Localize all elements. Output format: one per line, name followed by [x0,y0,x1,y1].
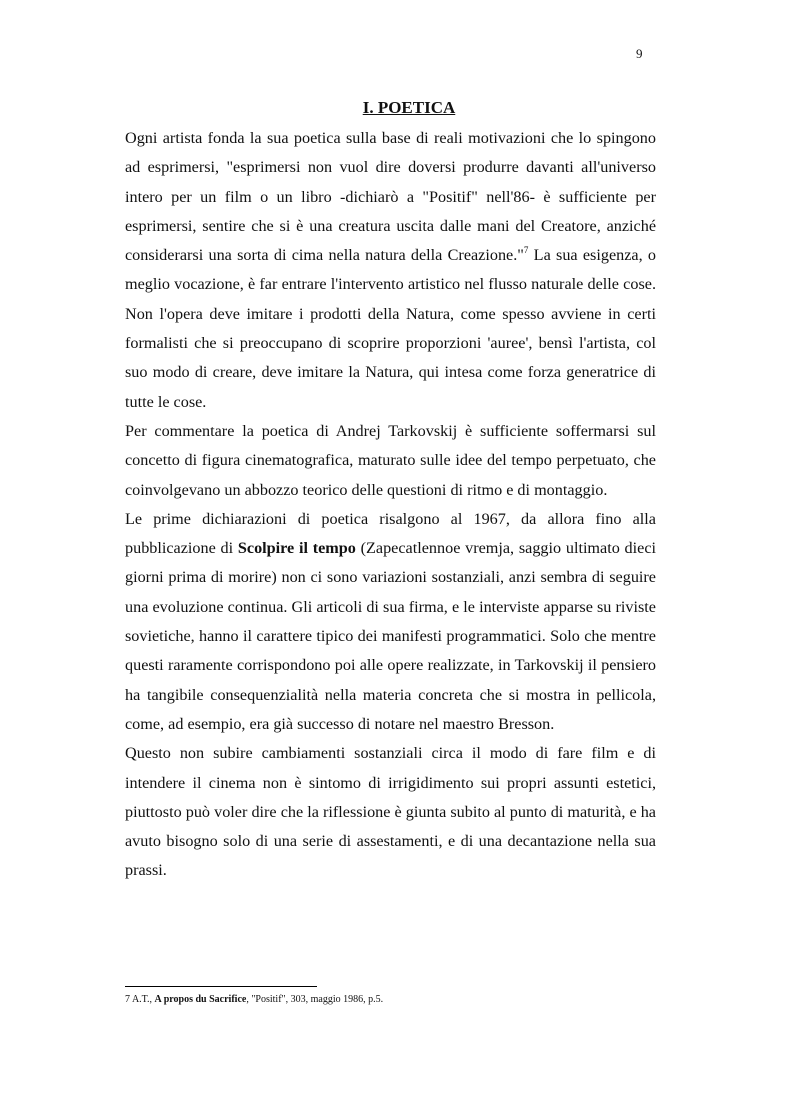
paragraph-3-text-a: Le prime dichiarazioni di poetica risalgono al 1967, da allora fino alla pubblicazione di [125,509,656,558]
footnote [125,994,383,1005]
paragraph-1 [125,124,656,417]
footnote-number-author: 7 A.T., [125,994,155,1005]
footnote-work-title: A propos du Sacrifice [154,994,247,1005]
chapter-title [0,98,794,118]
body-text [125,124,656,886]
page-number: 9 [636,46,643,61]
footnote-details: , "Positif", 303, maggio 1986, p.5. [246,994,384,1005]
footnote-reference: 7 [523,245,529,256]
footnote-rule [125,986,317,987]
paragraph-1-text-b: La sua esigenza, o meglio vocazione, è far entrare l'intervento artistico nel flusso naturale delle cose. Non l'opera deve imitare i prodotti della Natura, come spesso avviene in certi formalisti che si preoccupano di scoprire proporzioni 'auree', bensì l'artista, col suo modo di creare, deve imitare la Natura, qui intesa come forza generatrice di tutte le cose. [125,246,657,411]
paragraph-4: Questo non subire cambiamenti sostanziali circa il modo di fare film e di intendere il cinema non è sintomo di irrigidimento sui propri assunti estetici, piuttosto può voler dire che la riflessione è giunta subito al punto di maturità, e ha avuto bisogno solo di una serie di assestamenti, e di una decantazione nella sua prassi. [125,744,656,880]
paragraph-1-text-a: Ogni artista fonda la sua poetica sulla base di reali motivazioni che lo spingono ad esprimersi, "esprimersi non vuol dire doversi produrre davanti all'universo intero per un film o un libro -dichiarò a "Positif" nell'86- è sufficiente per esprimersi, sentire che si è una creatura uscita dalle mani del Creatore, anziché considerarsi una sorta di cima nella natura della Creazione." [125,129,656,265]
paragraph-3-text-b: (Zapecatlennoe vremja, saggio ultimato dieci giorni prima di morire) non ci sono variazioni sostanziali, anzi sembra di seguire una evoluzione continua. Gli articoli di sua firma, e le interviste apparse su riviste sovietiche, hanno il carattere tipico dei manifesti programmatici. Solo che mentre questi raramente corrispondono poi alle opere realizzate, in Tarkovskij il pensiero ha tangibile consequenzialità nella materia concreta che si mostra in pellicola, come, ad esempio, era già successo di notare nel maestro Bresson. [125,539,657,733]
book-title: Scolpire il tempo [237,539,356,558]
paragraph-3 [125,505,656,739]
paragraph-2: Per commentare la poetica di Andrej Tarkovskij è sufficiente soffermarsi sul concetto di figura cinematografica, maturato sulle idee del tempo perpetuato, che coinvolgevano un abbozzo teorico delle questioni di ritmo e di montaggio. [125,421,656,499]
chapter-title-text: I. POETICA [362,98,456,117]
